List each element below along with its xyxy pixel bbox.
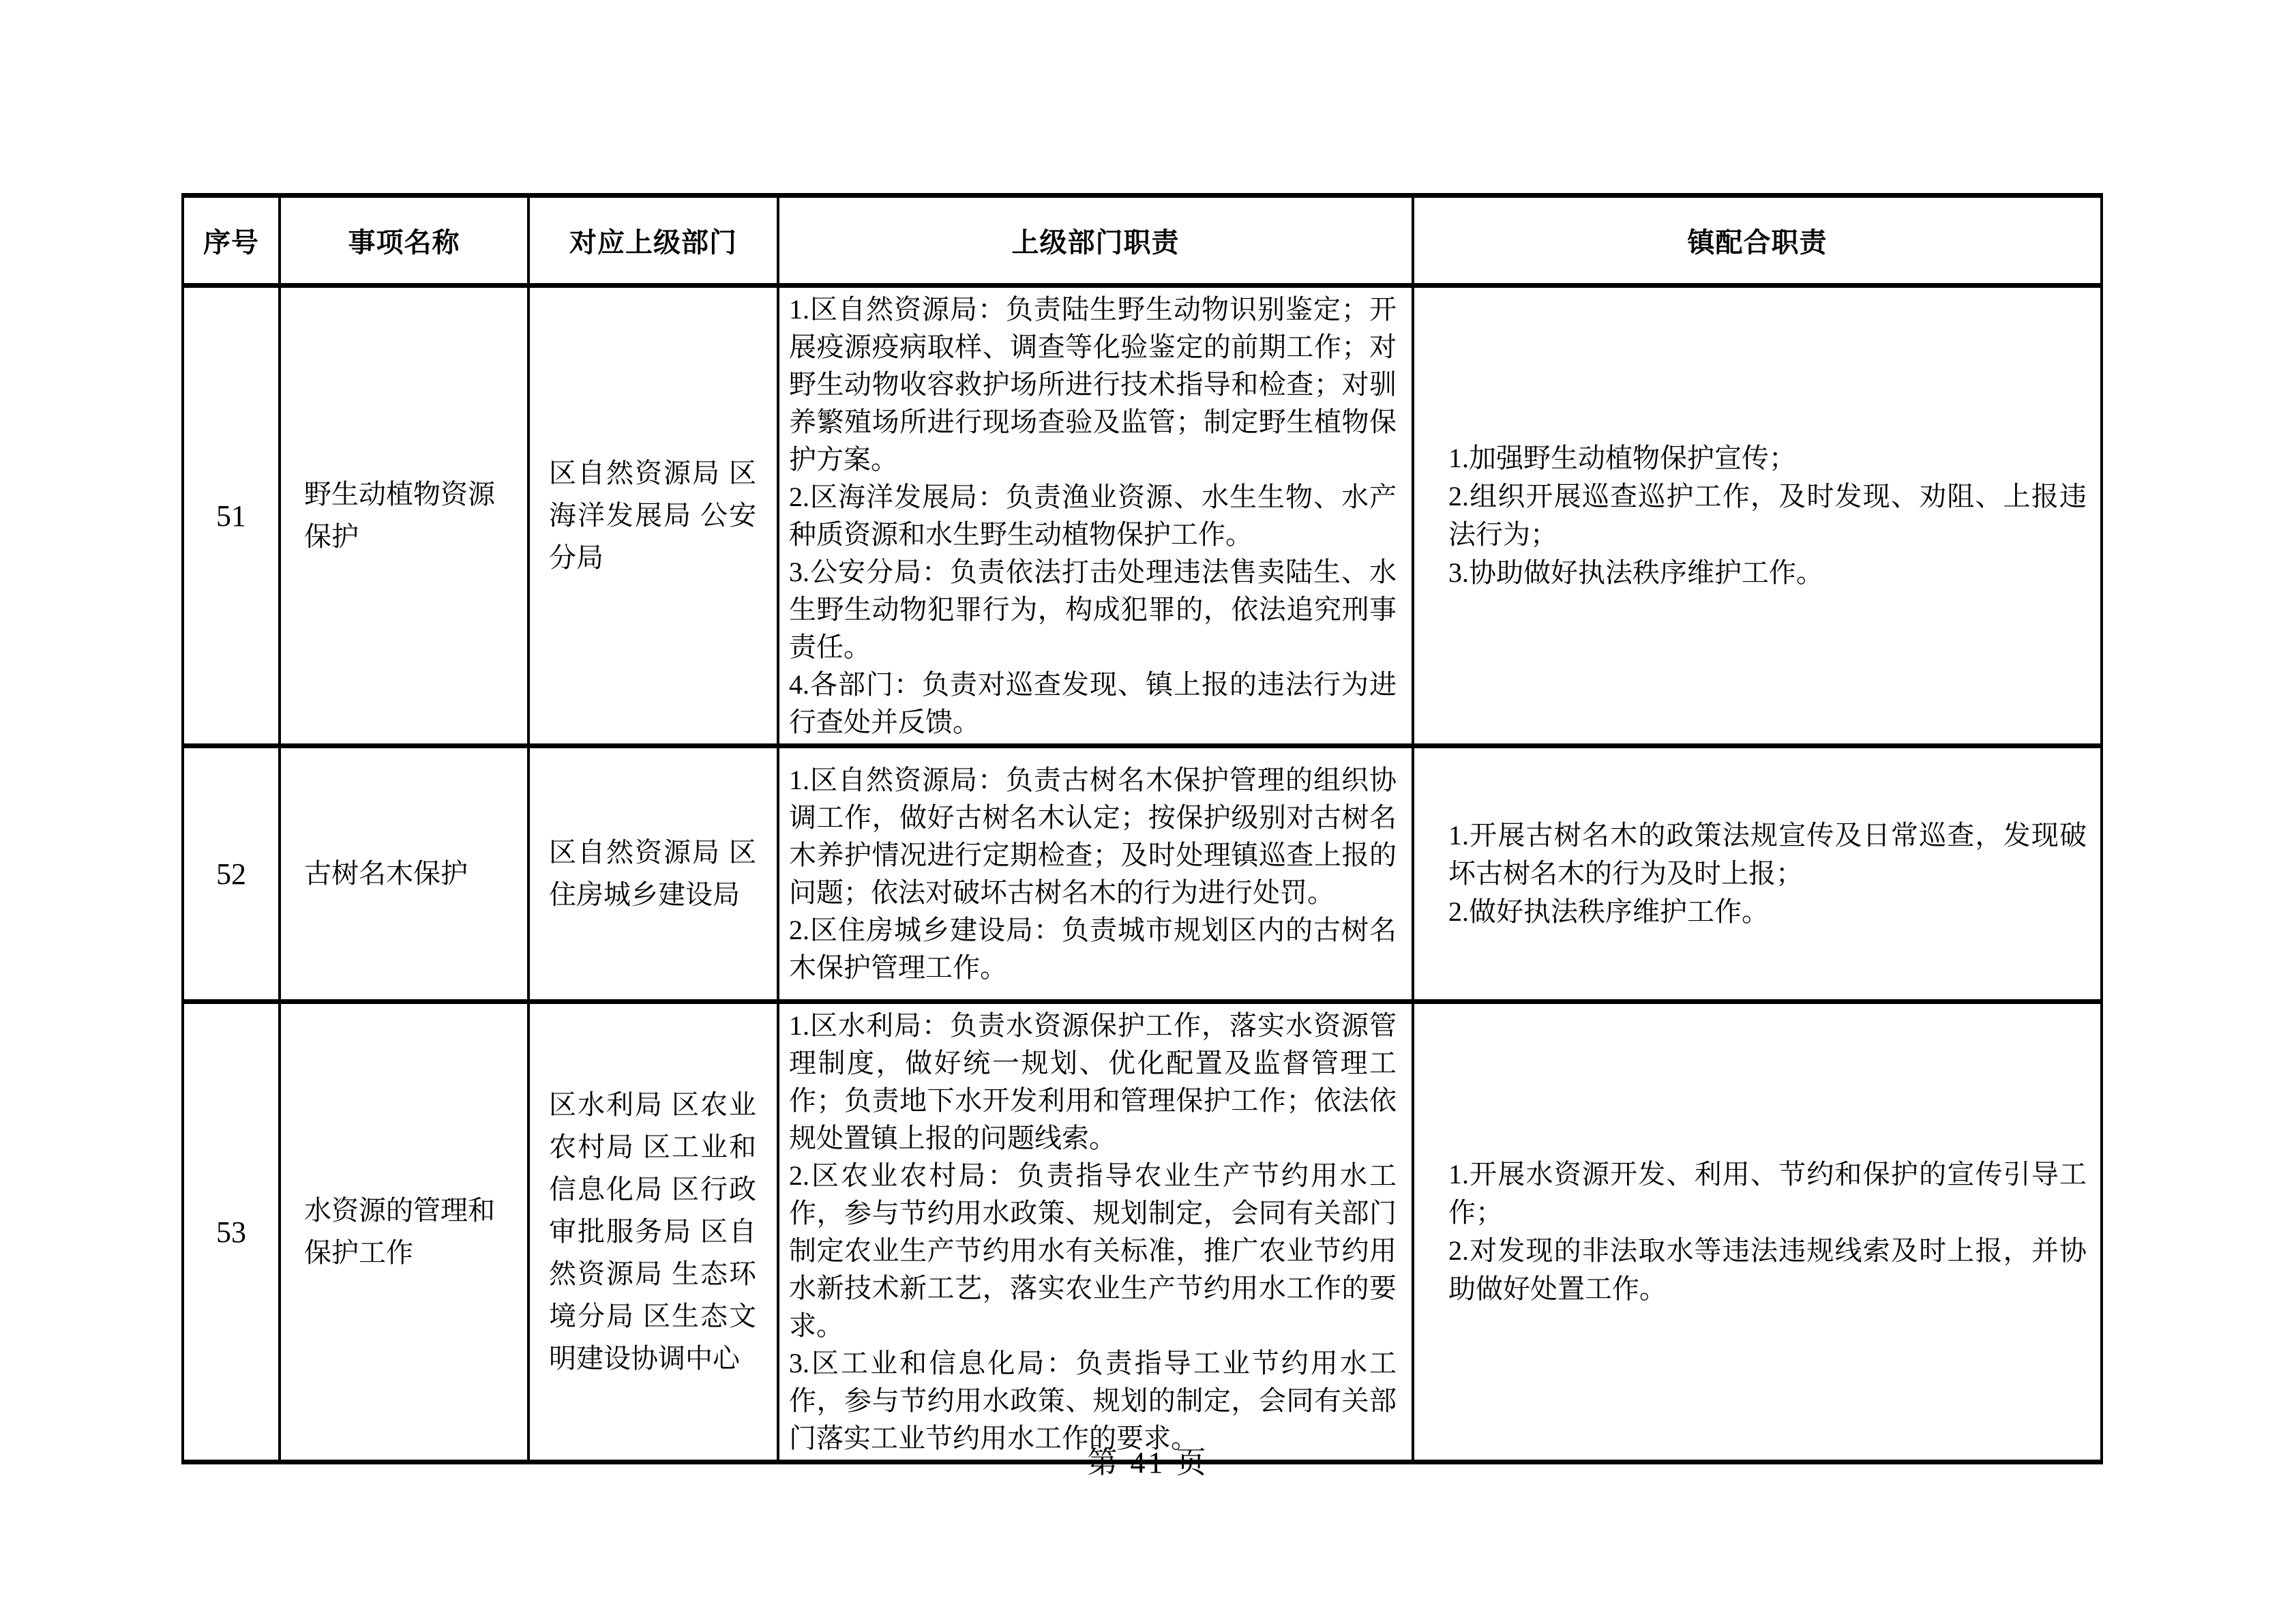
duty-item: 2.区海洋发展局：负责渔业资源、水生生物、水产种质资源和水生野生动植物保护工作。 <box>789 482 1397 550</box>
departments-cell: 区自然资源局 区海洋发展局 公安分局 <box>528 286 778 746</box>
superior-duties-cell <box>778 746 1413 1002</box>
departments-cell: 区自然资源局 区住房城乡建设局 <box>528 746 778 1002</box>
table-row <box>183 286 2102 746</box>
duty-item: 1.区自然资源局：负责陆生野生动物识别鉴定；开展疫源疫病取样、调查等化验鉴定的前期工作；对野生动物收容救护场所进行技术指导和检查；对驯养繁殖场所进行现场查验及监管；制定野生植物保护方案。 <box>789 294 1397 475</box>
town-duties-cell <box>1413 1002 2102 1462</box>
responsibility-table <box>181 193 2103 1464</box>
duty-item: 2.区住房城乡建设局：负责城市规划区内的古树名木保护管理工作。 <box>789 915 1397 983</box>
duty-item: 1.开展水资源开发、利用、节约和保护的宣传引导工作； <box>1448 1159 2087 1228</box>
header-cell-superior-duties: 上级部门职责 <box>778 196 1413 286</box>
duty-item: 4.各部门：负责对巡查发现、镇上报的违法行为进行查处并反馈。 <box>789 669 1397 737</box>
duty-item: 3.公安分局：负责依法打击处理违法售卖陆生、水生野生动物犯罪行为，构成犯罪的，依法追究刑事责任。 <box>789 557 1397 662</box>
town-duties-cell <box>1413 286 2102 746</box>
duty-item: 1.开展古树名木的政策法规宣传及日常巡查，发现破坏古树名木的行为及时上报； <box>1448 820 2087 889</box>
item-name-cell: 古树名木保护 <box>280 746 528 1002</box>
row-number-cell: 53 <box>183 1002 280 1462</box>
duty-item: 2.组织开展巡查巡护工作，及时发现、劝阻、上报违法行为； <box>1448 481 2087 550</box>
page-number: 第 41 页 <box>1087 1446 1209 1479</box>
duty-item: 2.对发现的非法取水等违法违规线索及时上报，并协助做好处置工作。 <box>1448 1235 2087 1304</box>
duty-item: 2.做好执法秩序维护工作。 <box>1448 896 1769 927</box>
superior-duties-cell <box>778 1002 1413 1462</box>
duty-item: 1.区水利局：负责水资源保护工作，落实水资源管理制度，做好统一规划、优化配置及监督管理工作；负责地下水开发利用和管理保护工作；依法依规处置镇上报的问题线索。 <box>789 1010 1397 1153</box>
duty-item: 3.区工业和信息化局：负责指导工业节约用水工作，参与节约用水政策、规划的制定，会同有关部门落实工业节约用水工作的要求。 <box>789 1348 1397 1453</box>
table-row <box>183 746 2102 1002</box>
header-cell-item-name: 事项名称 <box>280 196 528 286</box>
town-duties-cell <box>1413 746 2102 1002</box>
item-name-cell: 水资源的管理和保护工作 <box>280 1002 528 1462</box>
departments-cell: 区水利局 区农业农村局 区工业和信息化局 区行政审批服务局 区自然资源局 生态环境分局 区生态文明建设协调中心 <box>528 1002 778 1462</box>
table-header-row <box>183 196 2102 286</box>
duty-item: 1.区自然资源局：负责古树名木保护管理的组织协调工作，做好古树名木认定；按保护级别对古树名木养护情况进行定期检查；及时处理镇巡查上报的问题；依法对破坏古树名木的行为进行处罚。 <box>789 765 1397 908</box>
header-cell-departments: 对应上级部门 <box>528 196 778 286</box>
superior-duties-cell <box>778 286 1413 746</box>
header-cell-town-duties: 镇配合职责 <box>1413 196 2102 286</box>
row-number-cell: 52 <box>183 746 280 1002</box>
header-cell-number: 序号 <box>183 196 280 286</box>
table-row <box>183 1002 2102 1462</box>
duty-item: 1.加强野生动植物保护宣传； <box>1448 443 1796 473</box>
row-number-cell: 51 <box>183 286 280 746</box>
duty-item: 2.区农业农村局：负责指导农业生产节约用水工作，参与节约用水政策、规划制定，会同有关部门制定农业生产节约用水有关标准，推广农业节约用水新技术新工艺，落实农业生产节约用水工作的要求。 <box>789 1160 1397 1341</box>
item-name-cell: 野生动植物资源保护 <box>280 286 528 746</box>
duty-item: 3.协助做好执法秩序维护工作。 <box>1448 557 1823 588</box>
